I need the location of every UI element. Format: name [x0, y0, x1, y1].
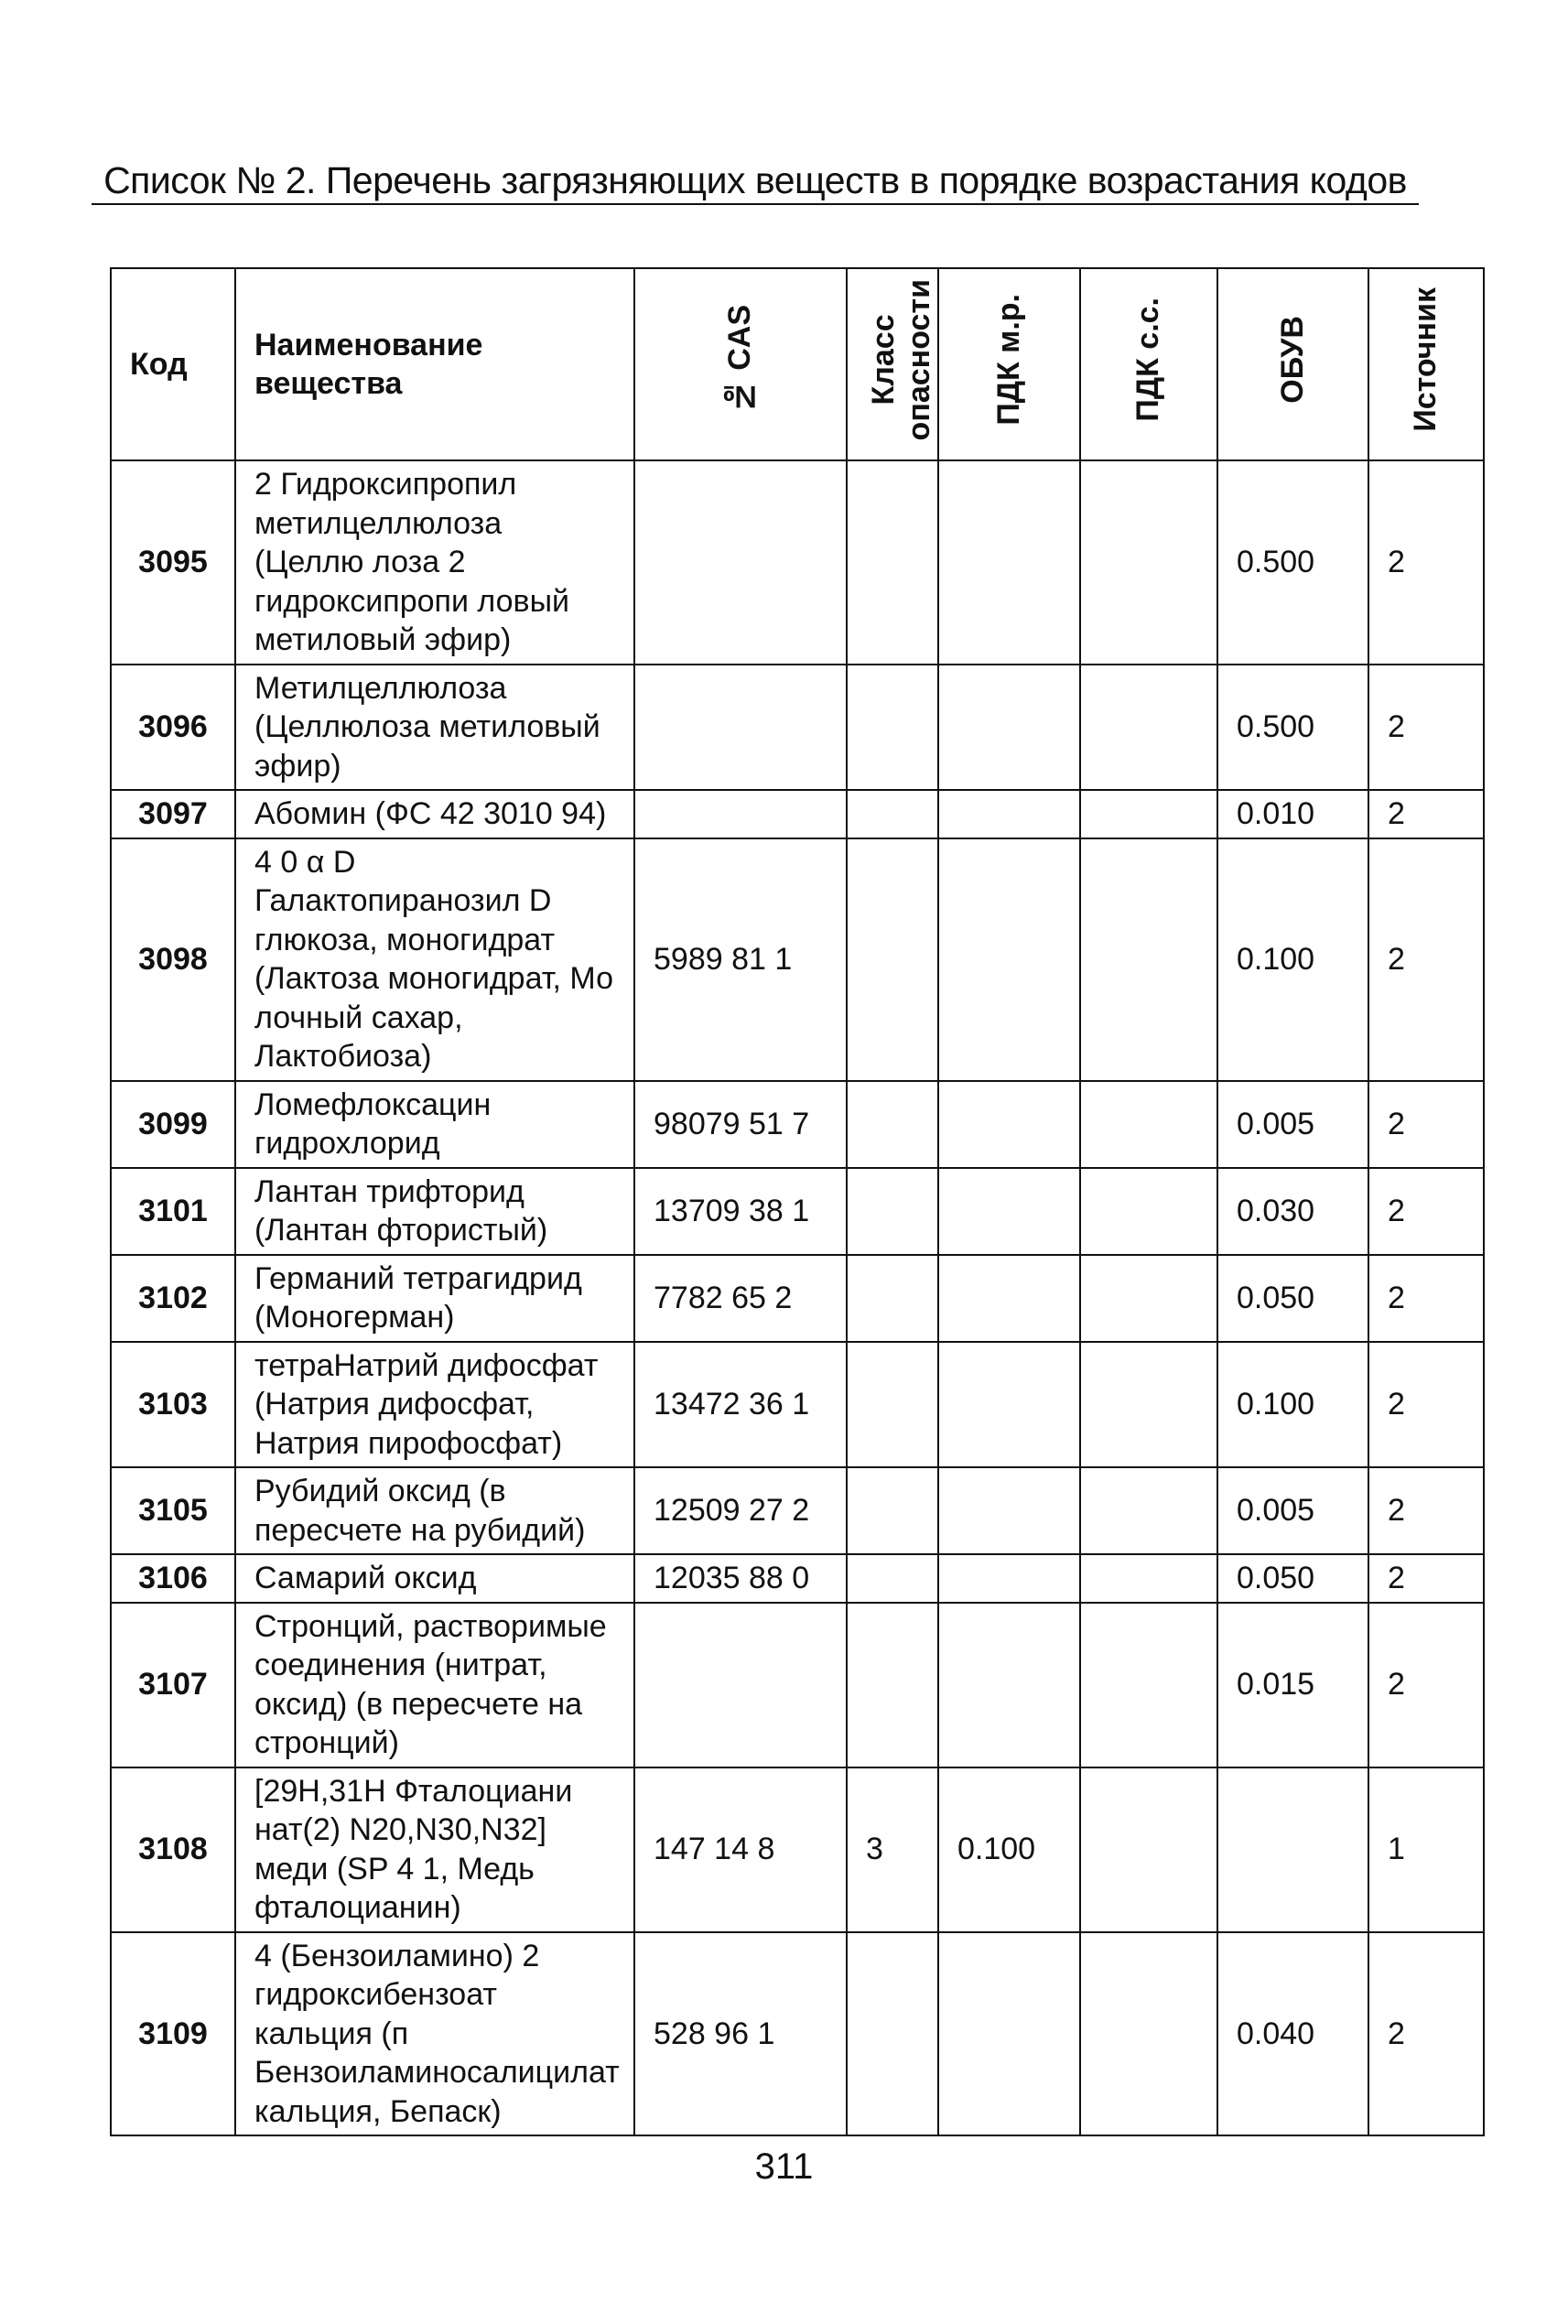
cell-cas: 13472 36 1: [634, 1342, 847, 1468]
cell-source: 1: [1368, 1767, 1484, 1932]
cell-pdk-ss: [1080, 1342, 1217, 1468]
table-row: [111, 838, 1484, 1081]
cell-pdk-ss: [1080, 1767, 1217, 1932]
cell-obuv: 0.005: [1217, 1081, 1368, 1168]
cell-code: 3103: [111, 1342, 235, 1468]
header-source-label: Источник: [1408, 286, 1444, 432]
cell-pdk-mr: [938, 460, 1080, 665]
table-row: [111, 1467, 1484, 1554]
cell-hazard-class: [847, 665, 938, 791]
page-title: Список № 2. Перечень загрязняющих веществ в порядке возрастания кодов: [103, 159, 1407, 201]
cell-hazard-class: [847, 1081, 938, 1168]
cell-pdk-ss: [1080, 1255, 1217, 1342]
cell-cas: 5989 81 1: [634, 838, 847, 1081]
cell-source: 2: [1368, 1932, 1484, 2136]
cell-name: [29H,31H Фталоциани нат(2) N20,N30,N32] меди (SP 4 1, Медь фталоцианин): [235, 1767, 634, 1932]
header-cas-label: № CAS: [722, 305, 758, 415]
table-row: [111, 1767, 1484, 1932]
cell-obuv: 0.050: [1217, 1255, 1368, 1342]
cell-pdk-ss: [1080, 1467, 1217, 1554]
cell-pdk-mr: [938, 1081, 1080, 1168]
header-name: Наименование вещества: [235, 268, 634, 460]
cell-name: Самарий оксид: [235, 1554, 634, 1603]
header-source: [1368, 268, 1484, 460]
cell-cas: [634, 460, 847, 665]
cell-obuv: 0.100: [1217, 1342, 1368, 1468]
cell-source: 2: [1368, 838, 1484, 1081]
cell-hazard-class: [847, 1467, 938, 1554]
cell-source: 2: [1368, 1603, 1484, 1767]
substances-table: [110, 267, 1485, 2136]
cell-pdk-ss: [1080, 1168, 1217, 1255]
header-hazard-class-label: Класс опасности: [866, 278, 937, 440]
cell-source: 2: [1368, 1467, 1484, 1554]
table-row: [111, 1342, 1484, 1468]
cell-code: 3108: [111, 1767, 235, 1932]
header-pdk-ss: [1080, 268, 1217, 460]
cell-source: 2: [1368, 790, 1484, 838]
table-row: [111, 665, 1484, 791]
header-pdk-mr: [938, 268, 1080, 460]
cell-pdk-mr: [938, 665, 1080, 791]
cell-cas: [634, 790, 847, 838]
cell-pdk-ss: [1080, 1603, 1217, 1767]
cell-pdk-ss: [1080, 1554, 1217, 1603]
table-row: [111, 1603, 1484, 1767]
cell-cas: 528 96 1: [634, 1932, 847, 2136]
cell-hazard-class: [847, 790, 938, 838]
table-row: [111, 1168, 1484, 1255]
header-pdk-mr-label: ПДК м.р.: [990, 293, 1026, 426]
cell-pdk-ss: [1080, 665, 1217, 791]
cell-code: 3105: [111, 1467, 235, 1554]
cell-pdk-mr: [938, 1554, 1080, 1603]
cell-hazard-class: [847, 1342, 938, 1468]
cell-pdk-mr: [938, 1467, 1080, 1554]
cell-cas: 13709 38 1: [634, 1168, 847, 1255]
cell-hazard-class: 3: [847, 1767, 938, 1932]
cell-source: 2: [1368, 1168, 1484, 1255]
cell-hazard-class: [847, 1603, 938, 1767]
cell-source: 2: [1368, 1255, 1484, 1342]
cell-hazard-class: [847, 838, 938, 1081]
cell-pdk-mr: [938, 1932, 1080, 2136]
cell-code: 3097: [111, 790, 235, 838]
table-row: [111, 1554, 1484, 1603]
cell-code: 3107: [111, 1603, 235, 1767]
cell-obuv: 0.100: [1217, 838, 1368, 1081]
header-hazard-class: [847, 268, 938, 460]
cell-name: Лантан трифторид (Лантан фтористый): [235, 1168, 634, 1255]
cell-hazard-class: [847, 1554, 938, 1603]
cell-obuv: 0.030: [1217, 1168, 1368, 1255]
cell-cas: [634, 665, 847, 791]
cell-cas: 12035 88 0: [634, 1554, 847, 1603]
cell-pdk-mr: [938, 790, 1080, 838]
header-cas: [634, 268, 847, 460]
cell-name: Метилцеллюлоза (Целлюлоза метиловый эфир): [235, 665, 634, 791]
cell-hazard-class: [847, 1168, 938, 1255]
cell-code: 3106: [111, 1554, 235, 1603]
cell-hazard-class: [847, 1255, 938, 1342]
cell-obuv: 0.010: [1217, 790, 1368, 838]
table-row: [111, 460, 1484, 665]
cell-pdk-ss: [1080, 460, 1217, 665]
cell-name: 4 0 α D Галактопиранозил D глюкоза, моногидрат (Лактоза моногидрат, Мо лочный сахар, Лактобиоза): [235, 838, 634, 1081]
cell-pdk-ss: [1080, 1932, 1217, 2136]
cell-source: 2: [1368, 1081, 1484, 1168]
table-row: [111, 1081, 1484, 1168]
cell-pdk-mr: [938, 1255, 1080, 1342]
cell-name: Стронций, растворимые соединения (нитрат, оксид) (в пересчете на стронций): [235, 1603, 634, 1767]
cell-pdk-mr: [938, 1168, 1080, 1255]
cell-name: Ломефлоксацин гидрохлорид: [235, 1081, 634, 1168]
header-obuv-label: ОБУВ: [1274, 315, 1310, 404]
cell-pdk-mr: [938, 1342, 1080, 1468]
cell-obuv: 0.040: [1217, 1932, 1368, 2136]
title-underline: [92, 203, 1419, 205]
cell-code: 3095: [111, 460, 235, 665]
cell-code: 3096: [111, 665, 235, 791]
cell-cas: [634, 1603, 847, 1767]
cell-hazard-class: [847, 1932, 938, 2136]
header-obuv: [1217, 268, 1368, 460]
cell-cas: 12509 27 2: [634, 1467, 847, 1554]
cell-obuv: 0.005: [1217, 1467, 1368, 1554]
cell-code: 3098: [111, 838, 235, 1081]
cell-pdk-mr: 0.100: [938, 1767, 1080, 1932]
cell-pdk-ss: [1080, 790, 1217, 838]
cell-obuv: 0.050: [1217, 1554, 1368, 1603]
cell-pdk-ss: [1080, 1081, 1217, 1168]
cell-source: 2: [1368, 1554, 1484, 1603]
cell-code: 3099: [111, 1081, 235, 1168]
cell-source: 2: [1368, 460, 1484, 665]
cell-source: 2: [1368, 1342, 1484, 1468]
cell-code: 3109: [111, 1932, 235, 2136]
cell-hazard-class: [847, 460, 938, 665]
table-row: [111, 1255, 1484, 1342]
cell-obuv: 0.500: [1217, 460, 1368, 665]
table-row: [111, 1932, 1484, 2136]
cell-pdk-mr: [938, 1603, 1080, 1767]
table-header-row: [111, 268, 1484, 460]
cell-cas: 98079 51 7: [634, 1081, 847, 1168]
header-pdk-ss-label: ПДК с.с.: [1130, 297, 1166, 422]
cell-obuv: 0.500: [1217, 665, 1368, 791]
cell-code: 3101: [111, 1168, 235, 1255]
cell-pdk-mr: [938, 838, 1080, 1081]
cell-cas: 147 14 8: [634, 1767, 847, 1932]
table-row: [111, 790, 1484, 838]
cell-name: 4 (Бензоиламино) 2 гидроксибензоат кальция (п Бензоиламиносалицилат кальция, Бепаск): [235, 1932, 634, 2136]
cell-code: 3102: [111, 1255, 235, 1342]
cell-name: Абомин (ФС 42 3010 94): [235, 790, 634, 838]
header-code: Код: [111, 268, 235, 460]
cell-name: Германий тетрагидрид (Моногерман): [235, 1255, 634, 1342]
cell-obuv: 0.015: [1217, 1603, 1368, 1767]
cell-cas: 7782 65 2: [634, 1255, 847, 1342]
page-number: 311: [754, 2146, 814, 2187]
cell-name: 2 Гидроксипропил метилцеллюлоза (Целлю лоза 2 гидроксипропи ловый метиловый эфир): [235, 460, 634, 665]
cell-source: 2: [1368, 665, 1484, 791]
cell-pdk-ss: [1080, 838, 1217, 1081]
cell-obuv: [1217, 1767, 1368, 1932]
cell-name: тетраНатрий дифосфат (Натрия дифосфат, Натрия пирофосфат): [235, 1342, 634, 1468]
cell-name: Рубидий оксид (в пересчете на рубидий): [235, 1467, 634, 1554]
